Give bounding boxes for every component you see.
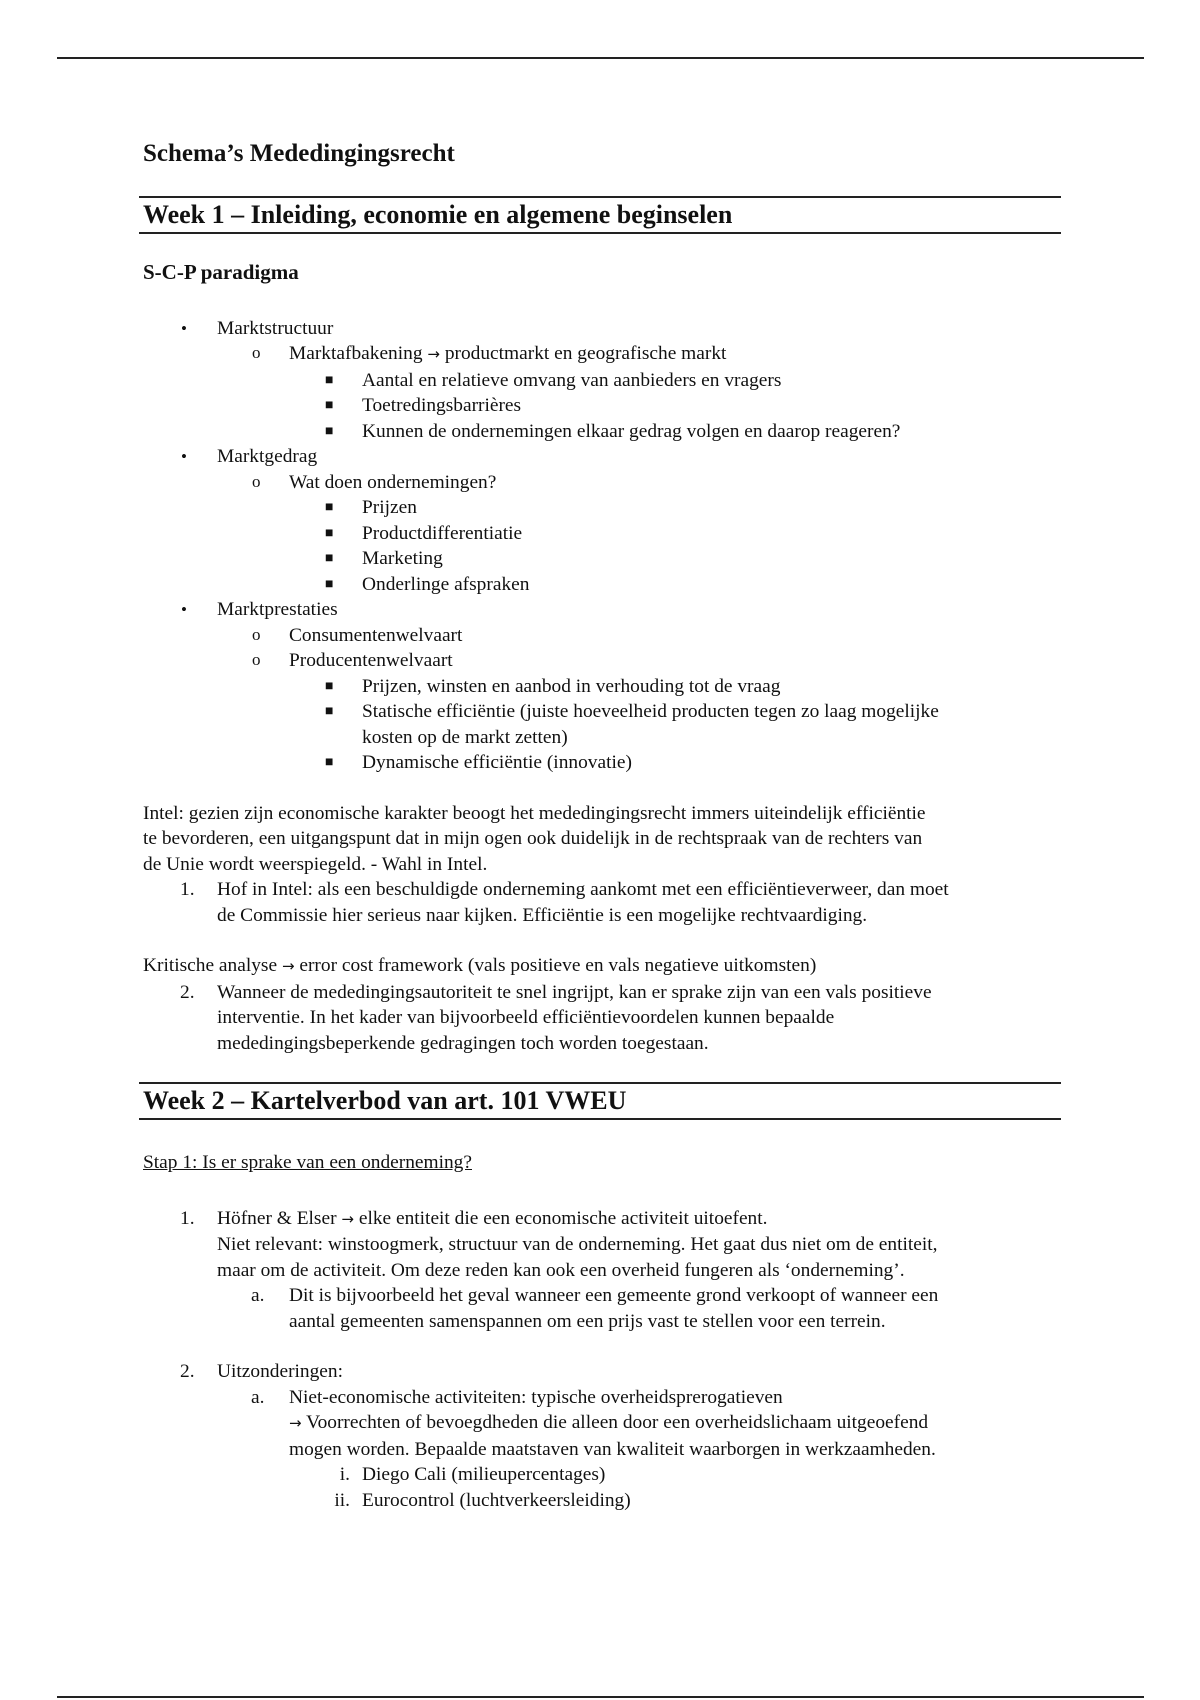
square-bullet-icon: ■ [325,500,334,515]
page-bottom-rule [57,1696,1144,1698]
square-bullet-icon: ■ [325,398,334,413]
intel-paragraph-line: de Unie wordt weerspiegeld. - Wahl in Intel. [143,853,488,875]
circle-bullet-icon: o [252,624,261,644]
list-item: o Consumentenwelvaart [143,623,1063,649]
item-number: 1. [180,879,195,900]
item-letter: a. [251,1285,265,1306]
circle-bullet-icon: o [252,650,261,669]
circle-bullet-icon: o [252,471,261,491]
item-letter: a. [251,1386,265,1408]
scp-title: S-C-P paradigma [143,260,299,284]
item-number: 2. [180,1361,195,1382]
square-bullet-icon: ■ [325,704,334,719]
list-item: • Marktgedrag [143,444,1063,470]
roman-item: ii. Eurocontrol (luchtverkeersleiding) [143,1488,1063,1514]
intel-paragraph-line: te bevorderen, een uitgangspunt dat in mijn ogen ook duidelijk in de rechtspraak van de rechters van [143,828,923,849]
list-item: o Producentenwelvaart [143,648,1063,674]
square-bullet-icon: ■ [325,423,334,439]
roman-item: i. Diego Cali (milieupercentages) [143,1462,1063,1488]
list-item: ■ Statische efficiëntie (juiste hoeveelheid producten tegen zo laag mogelijke [143,699,1063,725]
lettered-item-continuation: mogen worden. Bepaalde maatstaven van kwaliteit waarborgen in werkzaamheden. [289,1438,936,1460]
arrow-icon: → [281,957,295,975]
list-item: ■ Marketing [143,546,1063,572]
square-bullet-icon: ■ [325,372,334,388]
circle-bullet-icon: o [252,343,261,362]
bullet-icon: • [181,318,187,338]
item-roman: ii. [334,1489,350,1511]
item-roman: i. [339,1464,350,1485]
numbered-item: 2. Uitzonderingen: [143,1359,1063,1385]
numbered-item: 2. Wanneer de mededingingsautoriteit te snel ingrijpt, kan er sprake zijn van een vals positieve [143,980,1063,1006]
lettered-item: a. Dit is bijvoorbeeld het geval wanneer een gemeente grond verkoopt of wanneer een [143,1283,1063,1309]
lettered-item-continuation: aantal gemeenten samenspannen om een prijs vast te stellen voor een terrein. [289,1310,886,1332]
list-item: ■ Prijzen, winsten en aanbod in verhouding tot de vraag [143,674,1063,700]
numbered-item-continuation: Niet relevant: winstoogmerk, structuur van de onderneming. Het gaat dus niet om de entiteit, [217,1234,938,1255]
numbered-item-continuation: de Commissie hier serieus naar kijken. Efficiëntie is een mogelijke rechtvaardiging. [217,904,868,926]
item-number: 2. [180,981,195,1003]
lettered-item-continuation: → Voorrechten of bevoegdheden die alleen door een overheidslichaam uitgeoefend [289,1412,929,1433]
list-item: ■ Onderlinge afspraken [143,572,1063,598]
list-item: ■ Kunnen de ondernemingen elkaar gedrag volgen en daarop reageren? [143,419,1063,445]
list-item: • Marktstructuur [143,316,1063,342]
arrow-icon: → [427,345,440,363]
page-top-rule [57,57,1144,59]
arrow-icon: → [289,1414,302,1432]
list-item: o Marktafbakening → productmarkt en geografische markt [143,341,1063,368]
square-bullet-icon: ■ [325,576,334,592]
week2-heading: Week 2 – Kartelverbod van art. 101 VWEU [139,1082,1061,1120]
numbered-item-continuation: interventie. In het kader van bijvoorbeeld efficiëntievoordelen kunnen bepaalde [217,1007,835,1028]
step1-heading: Stap 1: Is er sprake van een onderneming? [143,1152,472,1173]
square-bullet-icon: ■ [325,755,334,770]
item-number: 1. [180,1207,195,1229]
square-bullet-icon: ■ [325,525,334,541]
document-title: Schema’s Mededingingsrecht [143,140,455,167]
square-bullet-icon: ■ [325,678,334,694]
list-item: • Marktprestaties [143,597,1063,623]
bullet-icon: • [181,600,187,619]
numbered-item-continuation: mededingingsbeperkende gedragingen toch worden toegestaan. [217,1032,709,1054]
numbered-item-continuation: maar om de activiteit. Om deze reden kan ook een overheid fungeren als ‘onderneming’. [217,1259,905,1281]
list-item: o Wat doen ondernemingen? [143,470,1063,496]
numbered-item: 1. Hof in Intel: als een beschuldigde onderneming aankomt met een efficiëntieverweer, dan moet [143,877,1063,903]
list-item: ■ Toetredingsbarrières [143,393,1063,419]
bullet-icon: • [181,447,187,466]
numbered-item: 1. Höfner & Elser → elke entiteit die een economische activiteit uitoefent. [143,1206,1063,1233]
critical-analysis-line: Kritische analyse → error cost framework (vals positieve en vals negatieve uitkomsten) [143,955,817,976]
square-bullet-icon: ■ [325,551,334,566]
list-item: ■ Prijzen [143,495,1063,521]
week1-heading: Week 1 – Inleiding, economie en algemene beginselen [139,196,1061,234]
arrow-icon: → [341,1209,354,1228]
lettered-item: a. Niet-economische activiteiten: typische overheidsprerogatieven [143,1385,1063,1411]
list-item: ■ Aantal en relatieve omvang van aanbieders en vragers [143,368,1063,394]
list-item-continuation: kosten op de markt zetten) [362,726,568,748]
list-item: ■ Productdifferentiatie [143,521,1063,547]
document-body [143,138,1063,1513]
intel-paragraph-line: Intel: gezien zijn economische karakter beoogt het mededingingsrecht immers uiteindelijk efficiëntie [143,802,926,824]
list-item: ■ Dynamische efficiëntie (innovatie) [143,750,1063,776]
